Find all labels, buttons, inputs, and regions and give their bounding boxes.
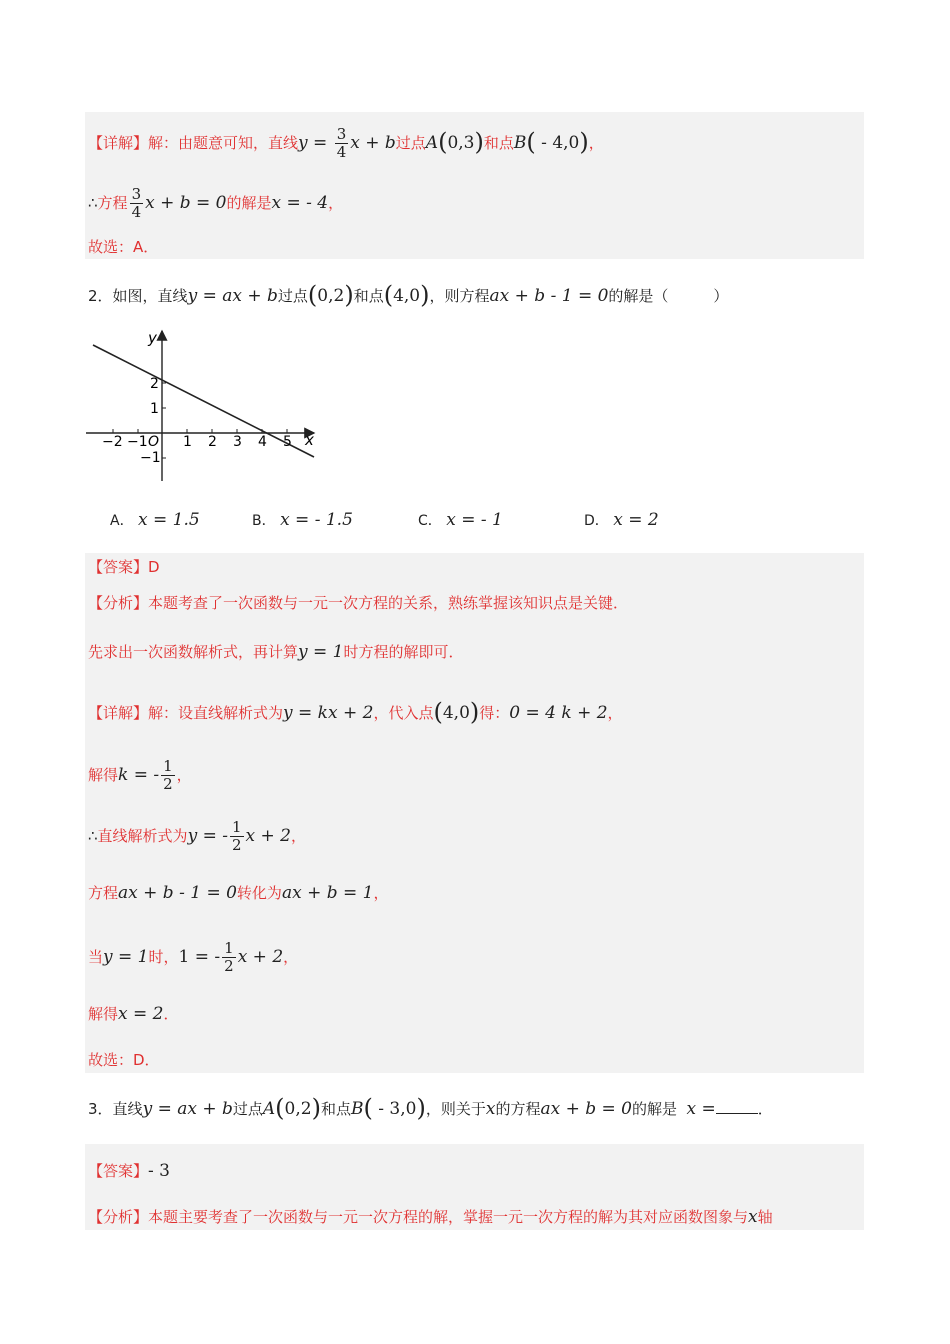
y-tick: 1 — [150, 401, 159, 417]
analysis-line-2: 【分析】本题考查了一次函数与一元一次方程的关系，熟练掌握该知识点是关键． — [88, 594, 629, 612]
solve-line: 解得k = - $\frac{1}{2}$ ， — [88, 757, 192, 793]
option-a[interactable]: A． x = 1.5 — [110, 510, 200, 530]
solution-block-2 — [85, 553, 864, 1073]
answer-blank[interactable] — [716, 1099, 758, 1114]
x-tick: 1 — [183, 434, 192, 450]
line-expression: ∴直线解析式为y = - $\frac{1}{2}$ x + 2， — [88, 818, 306, 854]
x-tick: 4 — [258, 434, 267, 450]
option-c[interactable]: C． x = - 1 — [418, 510, 503, 530]
result-line: 解得x = 2． — [88, 1004, 179, 1024]
answer-line-2: 【答案】D — [88, 558, 160, 576]
choice-line-1: 故选：A． — [88, 238, 159, 256]
y-tick: −1 — [140, 450, 161, 466]
hint-line-2: 先求出一次函数解析式，再计算y = 1时方程的解即可． — [88, 642, 464, 662]
y-tick: 2 — [150, 376, 159, 392]
question-2: 2．如图，直线y = ax + b过点(0,2)和点(4,0)，则方程ax + b - 1 = 0的解是（ ） — [88, 281, 729, 309]
answer-line-3: 【答案】- 3 — [88, 1161, 170, 1181]
detail-line-1: 【详解】解：由题意可知，直线y = $\frac{3}{4}$ x + b过点A(0,3)和点B( - 4,0)， — [88, 125, 604, 161]
y-axis-label: y — [148, 329, 157, 347]
origin-label: O — [148, 434, 160, 450]
when-line: 当y = 1时，1 = - $\frac{1}{2}$ x + 2， — [88, 939, 299, 975]
detail-line-2: ∴方程 $\frac{3}{4}$ x + b = 0的解是x = - 4， — [88, 185, 344, 221]
analysis-line-3: 【分析】本题主要考查了一次函数与一元一次方程的解，掌握一元一次方程的解为其对应函数图象与x轴 — [88, 1207, 773, 1227]
x-tick: −1 — [127, 434, 148, 450]
option-b[interactable]: B． x = - 1.5 — [252, 510, 353, 530]
x-axis-label: x — [305, 431, 314, 449]
x-tick: 5 — [283, 434, 292, 450]
option-d[interactable]: D． x = 2 — [584, 510, 659, 530]
line-graph — [82, 325, 322, 485]
conversion-line: 方程ax + b - 1 = 0转化为ax + b = 1， — [88, 883, 389, 903]
x-tick: −2 — [102, 434, 123, 450]
x-tick: 3 — [233, 434, 242, 450]
x-tick: 2 — [208, 434, 217, 450]
choice-line-2: 故选：D． — [88, 1051, 160, 1069]
fraction-3-4: $\frac{3}{4}$ — [336, 125, 347, 161]
question-3: 3．直线y = ax + b过点A(0,2)和点B( - 3,0)，则关于x的方程ax + b = 0的解是 x = ． — [88, 1094, 773, 1122]
detail-line-3: 【详解】解：设直线解析式为y = kx + 2，代入点(4,0)得：0 = 4 k + 2， — [88, 698, 623, 726]
